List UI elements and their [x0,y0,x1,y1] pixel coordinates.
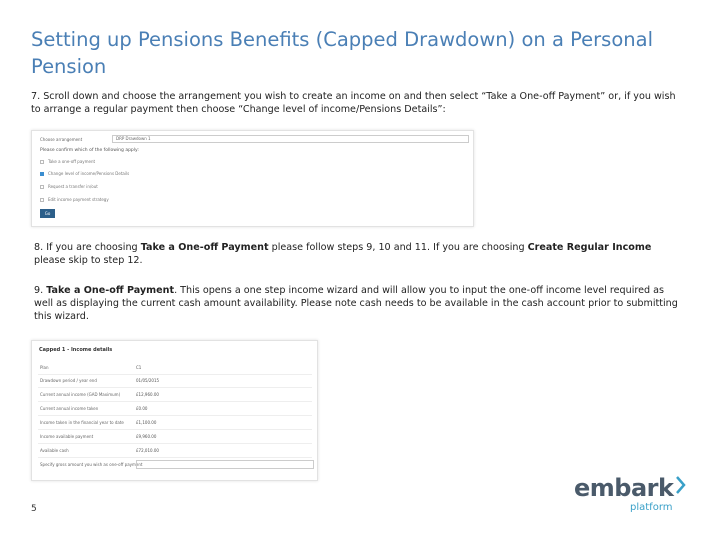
option-label: Change level of income/Pensions Details [48,171,130,176]
table-row: Current annual income (GAD Maximum) £12,960.00 [38,389,312,402]
option-one-off-payment[interactable] [40,159,95,164]
income-details-screenshot [31,340,318,481]
option-change-income[interactable] [40,171,129,176]
table-row: Available cash £72,010.00 [38,445,312,458]
logo-word: embark [574,474,674,502]
table-row: Current annual income taken £0.00 [38,403,312,416]
option-label: Edit income payment strategy [48,197,109,202]
arrangement-label: Choose arrangement [40,137,83,142]
table-row: Income available payment £9,960.00 [38,431,312,444]
logo-sub: platform [630,502,673,513]
chevron-right-double-icon [674,474,690,496]
radio-icon[interactable] [40,185,44,189]
arrangement-select[interactable]: DRP Drawdown 1 [112,135,469,143]
option-label: Take a one-off payment [48,159,96,164]
step-7-text: 7. Scroll down and choose the arrangement you wish to create an income on and then select “Take a One-off Payment” or, if you wish to arrange a regular payment then choose “Change level of income/Pensions Details”: [31,91,676,115]
page-number: 5 [31,504,37,514]
arrangement-screenshot [31,130,474,227]
table-row: Specify gross amount you wish as one-off payment [38,459,312,471]
table-row: Drawdown period / year end 01/05/2015 [38,375,312,388]
table-row: Income taken in the financial year to date £1,100.00 [38,417,312,430]
table-row: Plan C1 [38,362,312,375]
radio-icon[interactable] [40,160,44,164]
income-details-heading: Capped 1 - Income details [39,347,113,353]
go-button[interactable]: Go [40,209,55,218]
one-off-amount-input[interactable] [136,460,314,469]
step-8-text: 8. If you are choosing Take a One-off Payment please follow steps 9, 10 and 11. If you are choosing Create Regular Income please skip to step 12. [34,242,652,266]
radio-icon[interactable] [40,198,44,202]
option-transfer[interactable] [40,184,98,189]
option-label: Request a transfer in/out [48,184,98,189]
page-title: Setting up Pensions Benefits (Capped Drawdown) on a Personal Pension [31,28,654,78]
option-edit-strategy[interactable] [40,197,109,202]
radio-checked-icon[interactable] [40,172,44,176]
confirm-subheading: Please confirm which of the following apply: [40,148,139,153]
step-9-text: 9. Take a One-off Payment. This opens a one step income wizard and will allow you to input the one-off income level required as well as displaying the current cash amount availability. Please note cash needs to be available in the cash account prior to submitting this wizard. [34,285,678,322]
embark-logo [574,474,694,518]
